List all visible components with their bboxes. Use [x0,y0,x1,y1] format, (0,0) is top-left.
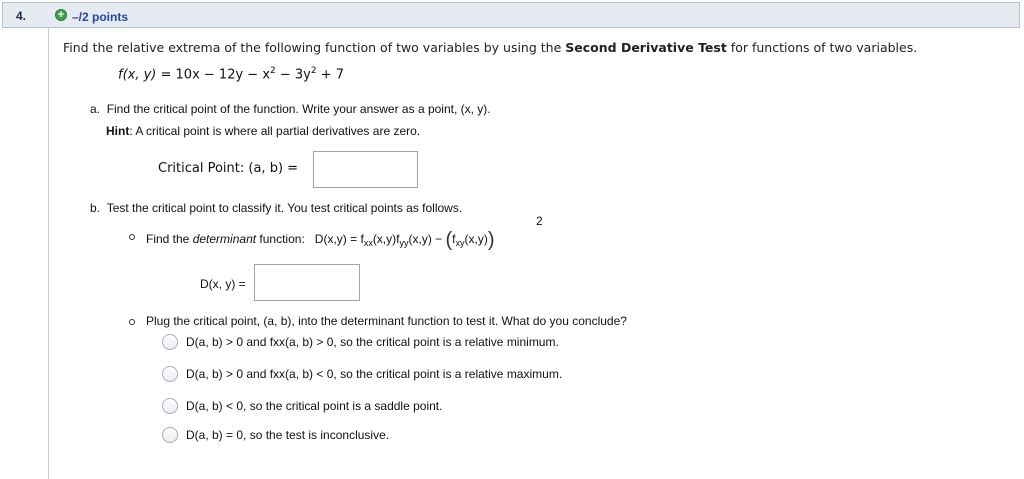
determinant-instruction: Find the determinant function: $D(x,y) = f_{xx}(x,y)f_{yy}(x,y) - (f_{xy}(x,y))$ [146,229,495,251]
option-relative-minimum-label: D(a, b) > 0 and fxx(a, b) > 0, so the critical point is a relative minimum. [186,335,559,349]
part-b-instruction: b. Test the critical point to classify it. You test critical points as follows. [90,201,463,215]
determinant-input[interactable] [254,264,360,301]
radio-option-inconclusive[interactable] [162,427,178,443]
left-divider [48,28,49,479]
radio-option-relative-maximum[interactable] [162,366,178,382]
question-number: 4. [16,9,27,23]
option-saddle-point-label: D(a, b) < 0, so the critical point is a saddle point. [186,399,443,413]
critical-point-label: Critical Point: (a, b) = [158,161,299,176]
bullet-icon [129,234,135,240]
critical-point-input[interactable] [313,151,418,188]
points-label: –/2 points [72,10,129,24]
option-inconclusive-label: D(a, b) = 0, so the test is inconclusive. [186,428,390,442]
radio-option-saddle-point[interactable] [162,398,178,414]
function-formula: f(x, $y) = 10x - 12y - x^2 - 3y^2 + 7$ [118,66,345,83]
part-a-hint: Hint: A critical point is where all partial derivatives are zero. [106,124,421,138]
determinant-label: D(x, y) = [200,277,246,291]
question-header [2,2,1020,28]
radio-option-relative-minimum[interactable] [162,334,178,350]
option-relative-maximum-label: D(a, b) > 0 and fxx(a, b) < 0, so the critical point is a relative maximum. [186,367,563,381]
determinant-exponent: 2 [536,214,543,228]
determinant-formula: $D(x,y) = f_{xx}(x,y)f_{yy}(x,y) - (f_{xy}(x,y))$ [314,229,495,251]
question-prompt: Find the relative extrema of the following function of two variables by using the Second Derivative Test for functions of two variables. [63,40,918,55]
plug-instruction: Plug the critical point, (a, b), into the determinant function to test it. What do you conclude? [146,314,627,328]
part-a-instruction: a. Find the critical point of the function. Write your answer as a point, (x, y). [90,102,491,116]
prompt-bold-term: Second Derivative Test [565,40,727,55]
plus-circle-icon[interactable]: + [55,9,67,21]
bullet-icon [129,319,135,325]
